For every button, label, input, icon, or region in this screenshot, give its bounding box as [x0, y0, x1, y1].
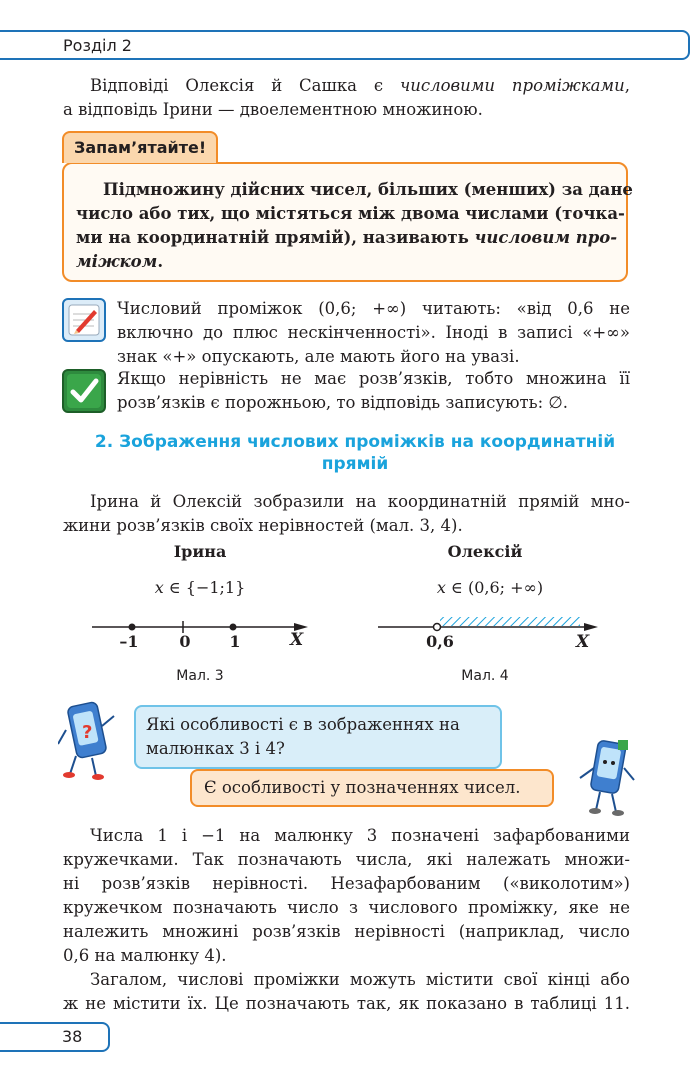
page-number: 38 — [62, 1027, 83, 1046]
fig4-number-line — [370, 605, 610, 655]
fig3-point-one — [230, 624, 237, 631]
note1-line-1: Числовий проміжок (0,6; +∞) читають: «від 0,6 не — [117, 299, 630, 318]
intro-line-2: а відповідь Ірини — двоелементною множиною. — [63, 100, 483, 119]
checkmark-icon — [62, 369, 106, 413]
note-empty-set — [117, 367, 630, 415]
para2-line-2: жини розв’язків своїх нерівностей (мал. 3, 4). — [63, 516, 463, 535]
note-reading-interval — [117, 297, 630, 369]
paragraph-figures-intro — [63, 490, 630, 538]
page-number-box — [0, 1022, 110, 1052]
paragraph-summary — [63, 968, 630, 1016]
answer-bubble: Є особливості у позначеннях чисел. — [190, 769, 554, 807]
phone-character-answer-icon — [578, 738, 638, 818]
intro-line-1: Відповіді Олексія й Сашка є числовими проміжками, — [90, 76, 630, 95]
intro-paragraph — [63, 74, 630, 122]
fig4-tick-label: 0,6 — [426, 632, 454, 651]
question-line-1: Які особливості є в зображеннях на — [146, 715, 460, 734]
fig4-axis-label: X — [576, 632, 590, 652]
fig4-axis-arrow — [584, 623, 598, 631]
paragraph-explanation — [63, 824, 630, 968]
para3-line-6: 0,6 на малюнку 4). — [63, 946, 227, 965]
fig4-hatched-region — [440, 617, 580, 626]
fig3-tick-label-minus-one: –1 — [119, 632, 139, 651]
para4-line-2: ж не містити їх. Це позначають так, як показано в таблиці 11. — [63, 994, 630, 1013]
definition-line-1: Підмножину дійсних чисел, більших (менших) за дане — [103, 180, 633, 199]
fig3-point-minus-one — [129, 624, 136, 631]
fig4-caption: Мал. 4 — [461, 668, 509, 684]
definition-line-4: міжком. — [76, 252, 164, 271]
note1-line-3: знак «+» опускають, але мають його на увазі. — [117, 347, 520, 366]
fig3-formula: x ∈ {−1;1} — [154, 578, 246, 597]
fig4-formula: x ∈ (0,6; +∞) — [436, 578, 544, 597]
note1-line-2: включно до плюс нескінченності». Іноді в записі «+∞» — [117, 323, 630, 342]
pencil-note-icon — [62, 298, 106, 342]
question-bubble — [134, 705, 502, 769]
remember-definition — [76, 178, 633, 274]
para3-line-3: ні розв’язків нерівності. Незафарбованим («виколотим») — [63, 874, 630, 893]
para3-line-1: Числа 1 і −1 на малюнку 3 позначені зафарбованими — [90, 826, 630, 845]
fig3-axis-label: X — [290, 630, 304, 650]
para2-line-1: Ірина й Олексій зобразили на координатній прямій мно- — [90, 492, 630, 511]
fig4-name: Олексій — [447, 542, 523, 561]
definition-line-2: число або тих, що містяться між двома числами (точка- — [76, 204, 625, 223]
note2-line-2: розв’язків є порожньою, то відповідь записують: ∅. — [117, 393, 569, 412]
question-line-2: малюнках 3 і 4? — [146, 739, 285, 758]
note2-line-1: Якщо нерівність не має розв’язків, тобто множина її — [117, 369, 630, 388]
para3-line-4: кружечком позначають число з числового проміжку, яке не — [63, 898, 630, 917]
para3-line-5: належить множині розв’язків нерівності (наприклад, число — [63, 922, 630, 941]
fig3-tick-label-zero: 0 — [179, 632, 191, 651]
para4-line-1: Загалом, числові проміжки можуть містити свої кінці або — [90, 970, 630, 989]
fig3-name: Ірина — [173, 542, 227, 561]
fig3-tick-label-one: 1 — [229, 632, 241, 651]
para3-line-2: кружечками. Так позначають числа, які належать множи- — [63, 850, 630, 869]
fig4-open-point — [434, 624, 441, 631]
phone-character-question-icon — [58, 700, 120, 780]
section-title-line-1: 2. Зображення числових проміжків на координатній — [94, 432, 616, 452]
section-title-line-2: прямій — [321, 454, 389, 474]
definition-line-3: ми на координатній прямій), називають числовим про- — [76, 228, 618, 247]
remember-tab: Запам’ятайте! — [62, 131, 218, 163]
section-label: Розділ 2 — [63, 36, 132, 55]
fig3-caption: Мал. 3 — [176, 668, 224, 684]
svg-text:?: ? — [82, 722, 93, 743]
